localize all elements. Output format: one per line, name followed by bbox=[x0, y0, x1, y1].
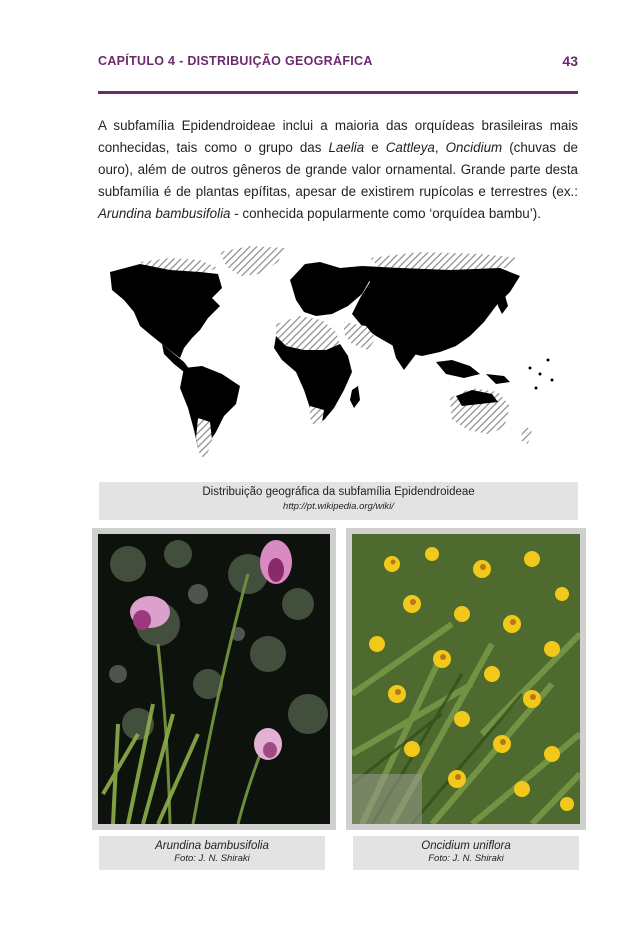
genus-oncidium: Oncidium bbox=[445, 140, 503, 155]
genus-laelia: Laelia bbox=[328, 140, 365, 155]
map-region-new-zealand bbox=[520, 426, 532, 444]
header-rule bbox=[98, 91, 578, 94]
map-island bbox=[547, 359, 550, 362]
body-paragraph bbox=[98, 115, 578, 225]
map-caption-url: http://pt.wikipedia.org/wiki/ bbox=[283, 501, 394, 512]
map-region-asia bbox=[352, 266, 520, 356]
photo-credit-oncidium: Foto: J. N. Shiraki bbox=[428, 853, 504, 864]
photo-name-arundina: Arundina bambusifolia bbox=[155, 840, 269, 852]
distribution-map bbox=[100, 240, 570, 462]
map-island bbox=[535, 387, 538, 390]
map-region-madagascar bbox=[350, 386, 360, 408]
text-segment: - conhecida popularmente como ‘orquídea bambu’). bbox=[230, 206, 541, 221]
species-arundina: Arundina bambusifolia bbox=[98, 206, 231, 221]
text-segment: e bbox=[364, 140, 386, 155]
map-island bbox=[551, 379, 554, 382]
map-region-sahara bbox=[276, 316, 340, 350]
map-region-patagonia bbox=[196, 418, 212, 458]
map-region-new-guinea bbox=[486, 374, 510, 384]
map-region-northern-eurasia bbox=[370, 252, 520, 270]
page-number: 43 bbox=[562, 53, 578, 69]
genus-cattleya: Cattleya bbox=[385, 140, 435, 155]
photo-name-oncidium: Oncidium uniflora bbox=[421, 840, 511, 852]
map-caption bbox=[99, 482, 578, 520]
text-segment: A subfamília Epidendroideae inclui a maioria das orquídeas brasileiras mais conhecidas, tais como o grupo das bbox=[98, 118, 578, 155]
oncidium-image bbox=[352, 534, 580, 824]
map-region-indonesia bbox=[436, 360, 480, 378]
page-header bbox=[98, 54, 578, 74]
map-region-greenland bbox=[220, 246, 285, 276]
photo-caption-arundina bbox=[99, 836, 325, 870]
photo-arundina bbox=[92, 528, 336, 830]
photo-credit-arundina: Foto: J. N. Shiraki bbox=[174, 853, 250, 864]
text-segment: (chuvas de ouro), além de outros gêneros de grande valor ornamental. Grande parte desta subfamília é de plantas epífitas, apesar de existirem rupícolas e terrestres (ex.: bbox=[98, 140, 578, 199]
chapter-title: CAPÍTULO 4 - DISTRIBUIÇÃO GEOGRÁFICA bbox=[98, 54, 373, 68]
photo-oncidium bbox=[346, 528, 586, 830]
arundina-image bbox=[98, 534, 330, 824]
map-island bbox=[539, 373, 542, 376]
map-caption-title: Distribuição geográfica da subfamília Epidendroideae bbox=[202, 486, 475, 498]
map-island bbox=[529, 367, 532, 370]
text-segment: , bbox=[434, 140, 446, 155]
orchid-flower-bottom bbox=[254, 728, 282, 760]
map-region-north-america bbox=[110, 264, 222, 358]
photo-caption-oncidium bbox=[353, 836, 579, 870]
orchid-flower-top bbox=[260, 540, 292, 584]
